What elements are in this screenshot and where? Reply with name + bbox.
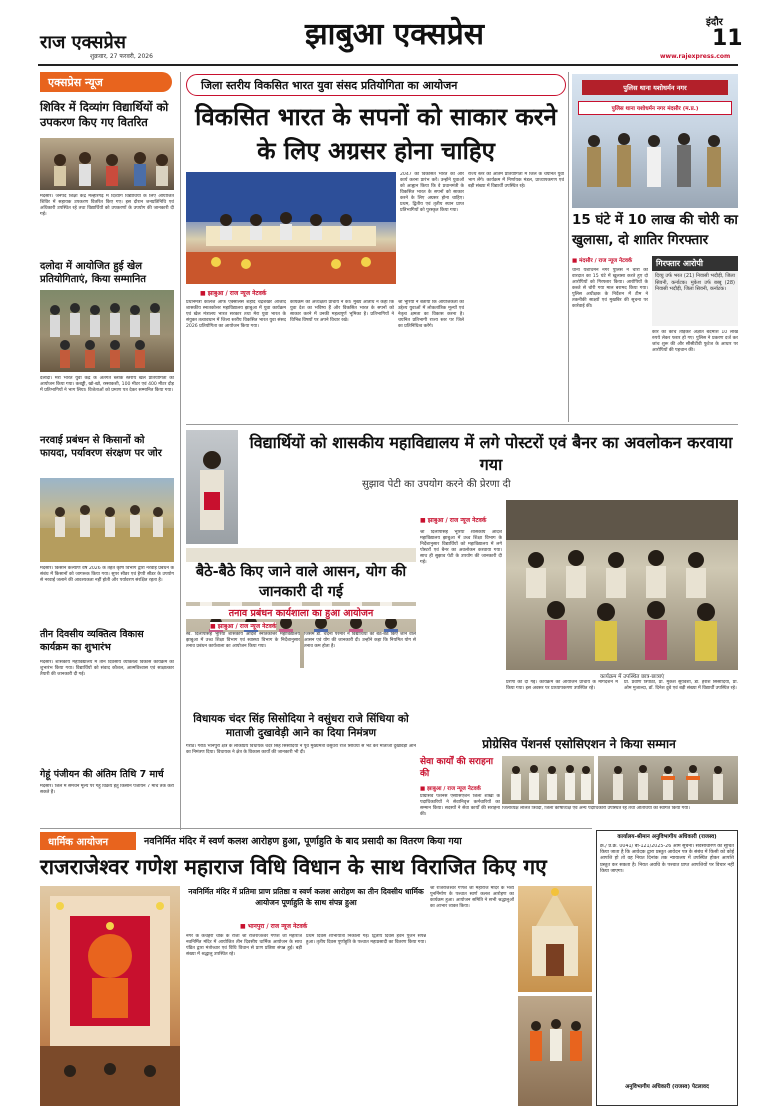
section-tag-label: एक्सप्रेस न्यूज [48, 76, 103, 89]
people-group-image [40, 138, 174, 190]
center-photo [186, 172, 396, 284]
pension-headline: प्रोग्रेसिव पेंशनर्स एसोसिएशन ने किया सम्मान [482, 737, 676, 751]
center-body-1: प्रधानमंत्री कॉलेज ऑफ एक्सीलेंस शहीद चंद्रशेखर आजाद शासकीय स्नातकोत्तर महाविद्यालय झाबुआ में युवा कार्यक्रम एवं खेल मंत्रालय भारत सरकार तथा मेरा युवा भारत के संयुक्त तत्वावधान में जिला स्तरीय विकसित भारत युवा संसद 2026 प्रतियोगिता का आयोजन किया गया। [186, 300, 286, 329]
header-date: शुक्रवार, 27 फरवरी, 2026 [90, 53, 153, 60]
left-headline-1: शिविर में दिव्यांग विद्यार्थियों को उपकरण किए गए वितरित [40, 100, 169, 129]
sports-team-image [40, 290, 174, 372]
dharmik-body-2: प्रथम दिवस शोभायात्रा निकाली गई। द्वितीय दिवस हवन पूजन संपन्न हुआ। तृतीय दिवस पूर्णाहुति के पश्चात महाप्रसादी का वितरण किया गया। [306, 934, 426, 945]
pension-photo-2 [598, 756, 738, 804]
dharmik-body-3: श्री राजराजेश्वर गणेश जी महाराज मंदिर के भव्य पुनर्निर्माण के पश्चात स्वर्ण कलश आरोहण का कार्यक्रम हुआ। आयोजन समिति ने सभी श्रद्धालुओं का आभार व्यक्त किया। [430, 886, 514, 909]
farm-field-image [40, 478, 174, 562]
center-byline: ■ झाबुआ / राज न्यूज नेटवर्क [200, 290, 267, 297]
temple-shikhar-image [518, 886, 592, 992]
police-sign [582, 80, 728, 95]
left-photo-3 [40, 478, 174, 562]
pension-byline: ■ झाबुआ / राज न्यूज नेटवर्क [420, 786, 481, 792]
column-divider-right [568, 72, 569, 422]
police-photo [572, 74, 738, 208]
dharmik-kicker: नवनिर्मित मंदिर में स्वर्ण कलश आरोहण हुआ, पूर्णाहुति के बाद प्रसादी का वितरण किया गया [144, 836, 462, 847]
temple-photo [40, 886, 180, 1106]
legal-notice [596, 830, 738, 1106]
dharmik-headline: राजराजेश्वर गणेश महाराज विधि विधान के साथ विराजित किए गए [40, 855, 547, 879]
college-body-1: श्री दिलीपसिंह भूरिया शासकीय आदर्श महाविद्यालय झाबुआ में उच्च शिक्षा विभाग के निर्देशानुसार विद्यार्थियों को महाविद्यालय में लगे पोस्टरों एवं बैनर का अवलोकन करवाया गया। साथ ही सुझाव पेटी के उपयोग की जानकारी दी गई। [420, 530, 502, 565]
header-city: इंदौर [706, 17, 723, 28]
notice-body: क्र./ प्र.क्र. 0041/ बी-121/2025-26 आम सूचना। सर्वसाधारण को सूचित किया जाता है कि आवेदक द्वारा प्रस्तुत आवेदन पत्र के संबंध में किसी को कोई आपत्ति हो तो वह नियत दिनांक तक न्यायालय में उपस्थित होकर आपत्ति प्रस्तुत कर सकता है। नियत अवधि के पश्चात प्राप्त आपत्तियों पर विचार नहीं किया जाएगा। [600, 844, 734, 874]
students-group-image [506, 500, 738, 670]
theft-box-body: दिव्यु उर्फ भरत (21) निवासी भदौड़ी, जिला सिवनी, कर्नाटक। मुकेश उर्फ बब्बू (28) निवासी भदौड़ी, जिला सिवनी, कर्नाटक। [655, 273, 735, 292]
header-rule [38, 64, 738, 66]
left-headline-3: नरवाई प्रबंधन से किसानों को फायदा, पर्यावरण संरक्षण पर जोर [40, 435, 162, 459]
center-body-4: 2047 की विकसित भारत की ओर कार्य करना प्रारंभ करें। उन्होंने युवाओं को आह्वान किया कि वे प्रधानमंत्री के विकसित भारत के सपनों को साकार करने के लिए अग्रसर होना चाहिए। प्रथम, द्वितीय एवं तृतीय स्थान प्राप्त प्रतिभागियों को पुरस्कृत किया गया। [400, 172, 464, 213]
yoga-subhead: तनाव प्रबंधन कार्यशाला का हुआ आयोजन [186, 606, 416, 619]
college-subhead: सुझाव पेटी का उपयोग करने की प्रेरणा दी [362, 479, 511, 490]
center-headline: विकसित भारत के सपनों को साकार करने के लिए अग्रसर होना चाहिए [195, 103, 557, 165]
theft-box-title: गिरफ्तार आरोपी [652, 256, 738, 271]
temple-photo-3 [518, 996, 592, 1106]
college-headline: विद्यार्थियों को शासकीय महाविद्यालय में लगे पोस्टरों एवं बैनर का अवलोकन करवाया गया [249, 433, 733, 474]
pension-body-1: प्रोग्रेसिव पेंशनर्स एसोसिएशन जिला शाखा के पदाधिकारियों ने सेवानिवृत्त कर्मचारियों का सम्मान किया। सदस्यों ने सेवा कार्यों की सराहना की। [420, 794, 500, 817]
theft-body-2: कार का कांच तोड़कर अज्ञात बदमाश 10 लाख रुपये लेकर फरार हो गए। पुलिस ने प्रकरण दर्ज कर जांच शुरू की और सीसीटीवी फुटेज के आधार पर आरोपियों की पहचान की। [652, 330, 738, 353]
theft-body: थाना यशोधर्मन नगर पुलिस ने चोरी की वारदात का 15 घंटे में खुलासा करते हुए दो आरोपियों को गिरफ्तार किया। आरोपियों के कब्जे से चोरी गया माल बरामद किया गया। पुलिस अधीक्षक के निर्देशन में टीम ने तकनीकी साक्ष्यों एवं मुखबिर की सूचना पर कार्रवाई की। [572, 268, 648, 309]
left-headline-2: दलोदा में आयोजित हुई खेल प्रतियोगिताएं, किया सम्मानित [40, 261, 146, 285]
yoga-body-1: स्व. दिलीपसिंह भूरिया शासकीय आदर्श स्नातकोत्तर महाविद्यालय झाबुआ में उच्च शिक्षा विभाग एवं स्वास्थ्य विभाग के निर्देशानुसार तनाव प्रबंधन कार्यशाला का आयोजन किया गया। [186, 632, 300, 708]
masthead: झाबुआ एक्सप्रेस [305, 17, 485, 52]
dharmik-body-1: नगर के कचहरी चौक के राजा श्री राजराजेश्वर गणेश जी महाराज नवनिर्मित मंदिर में आयोजित तीन दिवसीय धार्मिक आयोजन के साथ पंडित द्वारा मंत्रोच्चार एवं विधि विधान से प्राण प्रतिष्ठा संपन्न हुई। बड़ी संख्या में श्रद्धालु उपस्थित रहे। [186, 934, 302, 957]
pension-subhead: सेवा कार्यों की सराहना की [420, 757, 494, 779]
theft-box [652, 256, 738, 326]
notice-title: कार्यालय-श्रीमान अनुविभागीय अधिकारी (राजस्व) [617, 834, 717, 840]
temple-idol-image [40, 886, 180, 1106]
section-tag [40, 72, 172, 92]
left-text-5: मंदसौर। जिले में समर्थन मूल्य पर गेहूं विक्रय हेतु किसान पंजीयन 7 मार्च तक करा सकते हैं। [40, 784, 174, 795]
stage-event-image [186, 172, 396, 284]
page-number: 11 [712, 26, 743, 51]
left-text-1: मंदसौर। जनपद शिक्षा केंद्र मल्हारगढ़ में दिव्यांग विद्यार्थियों के लिए आयोजित शिविर में सहायक उपकरण वितरित किए गए। इस दौरान जनप्रतिनिधि एवं अधिकारी उपस्थित रहे तथा विद्यार्थियों को उपकरणों के उपयोग की जानकारी दी गई। [40, 194, 174, 217]
section-rule-2 [40, 828, 592, 829]
left-headline-4: तीन दिवसीय व्यक्तित्व विकास कार्यक्रम का शुभारंभ [40, 629, 144, 653]
temple-photo-2 [518, 886, 592, 992]
column-divider-left [180, 72, 181, 830]
left-headline-5: गेहूं पंजीयन की अंतिम तिथि 7 मार्च [40, 769, 164, 780]
left-photo-2 [40, 290, 174, 372]
header-brand: राज एक्सप्रेस [40, 32, 126, 53]
notice-signature: अनुविभागीय अधिकारी (राजस्व) पेटलावद [625, 1084, 709, 1090]
devotees-image [518, 996, 592, 1106]
theft-byline: ■ मंदसौर / राज न्यूज नेटवर्क [572, 258, 633, 264]
section-rule-1 [186, 424, 738, 425]
police-officers-image [572, 119, 738, 203]
bjp-body: गरोठ। गरोठ भानपुरा क्षेत्र के लोकप्रिय विधायक चंदर सिंह सिसोदिया ने पूर्व मुख्यमंत्री वसुंधरा राजे सिंधिया से भेंट कर माताजी दुखावेड़ी आने का निमंत्रण दिया। विधायक ने क्षेत्र के विकास कार्यों की जानकारी भी दी। [186, 744, 416, 755]
police-sign-2: पुलिस थाना यशोधर्मन नगर मंदसौर (म.प्र.) [578, 101, 732, 115]
left-text-3: मंदसौर। किसान कल्याण वर्ष 2026 के तहत कृषि विभाग द्वारा नरवाई प्रबंधन के संबंध में किसानों को जागरूक किया गया। सुपर सीडर एवं हैप्पी सीडर के उपयोग से नरवाई जलाने की आवश्यकता नहीं होती और पर्यावरण संरक्षित रहता है। [40, 566, 174, 583]
police-sign-text: पुलिस थाना यशोधर्मन नगर [623, 84, 687, 92]
pension-body-2: जिलाध्यक्ष ललित त्रिवेदी, जिला कोषाध्यक्ष एवं अन्य पदाधिकारी उपस्थित रहे तथा अतिथियों का स्वागत किया गया। [502, 806, 690, 811]
yoga-body-2: जिसमें डॉ. चंदना परमार ने विद्यार्थियों को बैठे-बैठे किए जाने वाले आसन एवं योग की जानकारी दी। उन्होंने कहा कि नियमित योग से तनाव कम होता है। [304, 632, 416, 708]
college-photo-right [506, 500, 738, 670]
yoga-byline: ■ झाबुआ / राज न्यूज नेटवर्क [210, 623, 277, 630]
theft-headline: 15 घंटे में 10 लाख की चोरी का खुलासा, दो शातिर गिरफ्तार [572, 212, 738, 248]
college-body-2: प्रेरणा की दी गई। कार्यक्रम का आयोजन प्राचार्य के मार्गदर्शन में किया गया। इस अवसर पर प्राध्यापकगण उपस्थित रहे। [506, 680, 618, 691]
header-url: www.rajexpress.com [660, 53, 731, 60]
left-photo-1 [40, 138, 174, 190]
pension-photo [502, 756, 594, 804]
dharmik-byline: ■ भानपुरा / राज न्यूज नेटवर्क [240, 923, 308, 930]
pensioners-image [502, 756, 594, 804]
college-body-3: प्रो. प्रवीण त्रिपाठी, प्रो. मुकेश सूर्यवंशी, डॉ. हरीश सिसोदिया, प्रो. ओम मुजाल्दा, डॉ. दिनेश दुबे एवं बड़ी संख्या में विद्यार्थी उपस्थित रहे। [624, 680, 738, 691]
left-text-4: मंदसौर। शासकीय महाविद्यालय में तीन दिवसीय व्यक्तित्व विकास कार्यक्रम का शुभारंभ किया गया। विद्यार्थियों को संवाद कौशल, आत्मविश्वास एवं साक्षात्कार तैयारी की जानकारी दी गई। [40, 660, 174, 677]
college-caption: कार्यक्रम में उपस्थित छात्र-छात्राएं [600, 674, 665, 680]
college-photo-left [186, 430, 238, 544]
center-body-3: श्री भूरिया ने बताया कि आयोजकता का उद्देश्य युवाओं में लोकतांत्रिक मूल्यों एवं नेतृत्व क्षमता का विकास करना है। चयनित प्रतिभागी राज्य स्तर पर जिले का प्रतिनिधित्व करेंगे। [398, 300, 464, 329]
yoga-headline: बैठे-बैठे किए जाने वाले आसन, योग की जानकारी दी गई [186, 562, 416, 602]
dharmik-subhead: नवनिर्मित मंदिर में प्रतिमा प्राण प्रतिष्ठा व स्वर्ण कलश आरोहण का तीन दिवसीय धार्मिक आयोजन पूर्णाहुति के साथ संपन्न हुआ [188, 887, 424, 907]
dharmik-tag [40, 832, 136, 850]
bjp-headline: विधायक चंदर सिंह सिसोदिया ने वसुंधरा राजे सिंधिया को माताजी दुखावेड़ी आने का दिया निमंत्रण [193, 713, 409, 739]
dharmik-tag-label: धार्मिक आयोजन [48, 837, 109, 848]
center-kicker [186, 74, 566, 96]
felicitation-image [598, 756, 738, 804]
student-image [186, 430, 238, 544]
college-byline: ■ झाबुआ / राज न्यूज नेटवर्क [420, 517, 487, 524]
center-body-2: कार्यक्रम की अध्यक्षता प्राचार्य ने की। मुख्य अतिथि ने कहा कि युवा देश का भविष्य हैं और विकसित भारत के सपनों को साकार करने में उनकी महत्वपूर्ण भूमिका है। प्रतिभागियों ने विभिन्न विषयों पर अपने विचार रखे। [290, 300, 394, 323]
kicker-label: जिला स्तरीय विकसित भारत युवा संसद प्रतियोगिता का आयोजन [201, 79, 458, 92]
center-body-5: राज्य स्तर की अंतिम प्रतियोगिता में जिले के चयनित युवा भाग लेंगे। कार्यक्रम में निर्णायक मंडल, प्राध्यापकगण एवं बड़ी संख्या में विद्यार्थी उपस्थित रहे। [468, 172, 564, 189]
left-text-2: दलोदा। मेरा भारत युवा केंद्र के अंतर्गत ब्लॉक स्तरीय खेल प्रतियोगिता का आयोजन किया गया। कबड्डी, खो-खो, रस्साकशी, 100 मीटर एवं 400 मीटर दौड़ में प्रतिभागियों ने भाग लिया। विजेताओं को प्रमाण पत्र देकर सम्मानित किया गया। [40, 376, 174, 393]
